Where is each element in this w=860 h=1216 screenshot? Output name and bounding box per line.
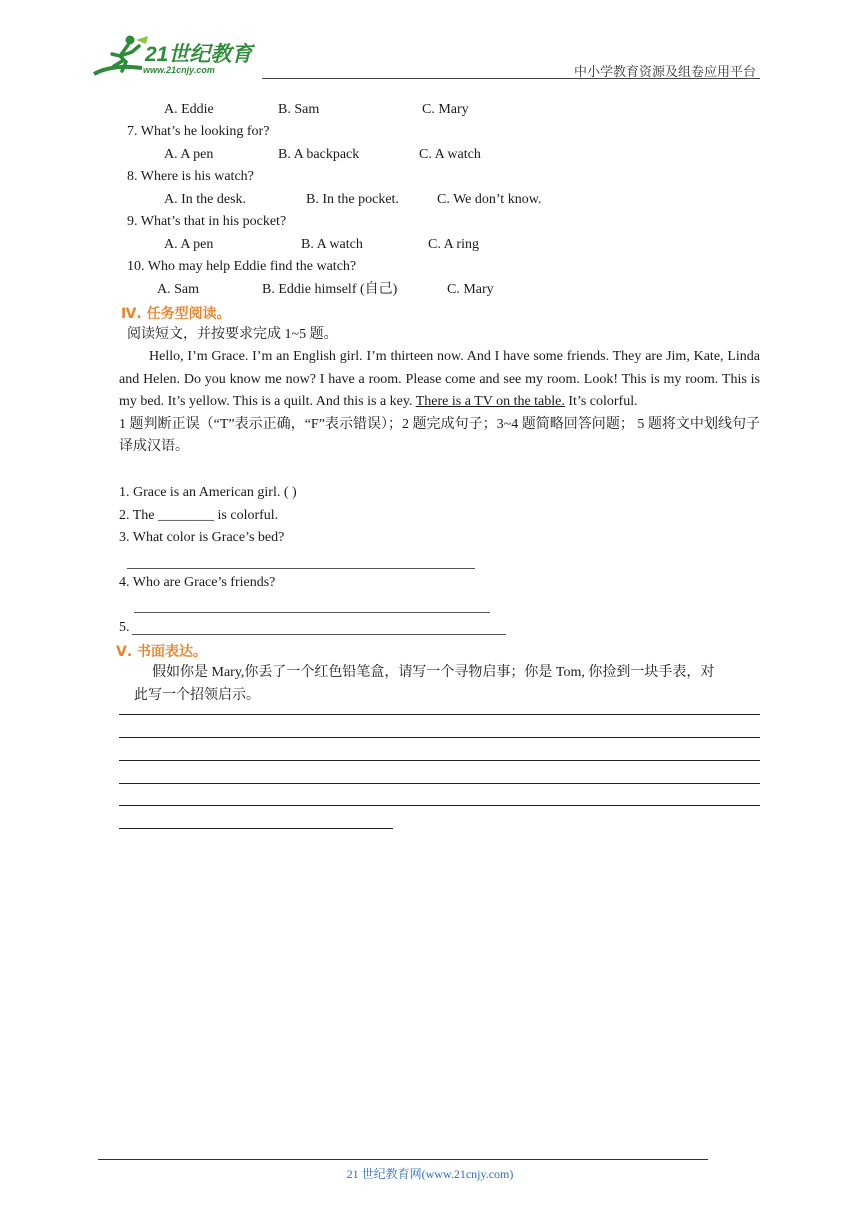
task-q5: 5.	[119, 620, 130, 635]
q6-option-a: A. Eddie	[164, 102, 214, 117]
writing-line-5	[119, 805, 760, 806]
q9-option-c: C. A ring	[428, 237, 479, 252]
q10-question: 10. Who may help Eddie find the watch?	[127, 259, 357, 274]
passage-text: Hello, I’m Grace. I’m an English girl. I’m thirteen now. And I have some friends. They are Jim, Kate, Linda and Helen. Do you know me now? I have a room. Please come and see my room. Look! This is my room. This is my bed. It’s yellow. This is a quilt. And this is a key.	[119, 349, 760, 410]
q10-option-b: B. Eddie himself (自己)	[262, 282, 398, 297]
q6-option-b: B. Sam	[278, 102, 320, 117]
q9-question: 9. What’s that in his pocket?	[127, 214, 287, 229]
footer-text: 21 世纪教育网(www.21cnjy.com)	[346, 1167, 514, 1181]
writing-line-6	[119, 828, 393, 829]
footer-divider	[98, 1159, 708, 1160]
reading-passage	[119, 346, 760, 459]
q7-option-c: C. A watch	[419, 147, 481, 162]
answer-line-q4	[134, 612, 490, 613]
q8-question: 8. Where is his watch?	[127, 169, 254, 184]
q9-option-b: B. A watch	[301, 237, 363, 252]
passage-underlined-sentence: There is a TV on the table.	[415, 394, 565, 410]
task-q3: 3. What color is Grace’s bed?	[119, 530, 285, 545]
passage-text-end: It’s colorful.	[564, 394, 638, 410]
answer-line-q5	[132, 634, 506, 635]
q8-option-a: A. In the desk.	[164, 192, 247, 207]
q10-option-c: C. Mary	[447, 282, 494, 297]
q7-question: 7. What’s he looking for?	[127, 124, 270, 139]
task-q1: 1. Grace is an American girl. ( )	[119, 485, 297, 500]
answer-line-q3	[127, 568, 475, 569]
q8-option-c: C. We don’t know.	[437, 192, 542, 207]
logo-url: www.21cnjy.com	[143, 65, 215, 75]
header-divider	[262, 78, 760, 79]
writing-prompt-line-2: 此写一个招领启示。	[134, 688, 260, 703]
task-q2: 2. The ________ is colorful.	[119, 508, 279, 523]
task-q4: 4. Who are Grace’s friends?	[119, 575, 276, 590]
writing-line-1	[119, 714, 760, 715]
section-4-instruction: 阅读短文，并按要求完成 1~5 题。	[127, 327, 338, 342]
q9-option-a: A. A pen	[164, 237, 214, 252]
q10-option-a: A. Sam	[157, 282, 199, 297]
writing-prompt-line-1: 假如你是 Mary,你丢了一个红色铅笔盒，请写一个寻物启事；你是 Tom, 你捡到一块手表，对	[152, 665, 715, 680]
header-platform-text: 中小学教育资源及组卷应用平台	[574, 64, 757, 79]
section-5-title: Ⅴ. 书面表达。	[116, 644, 208, 660]
q7-option-a: A. A pen	[164, 147, 214, 162]
task-note: 1 题判断正误（“T”表示正确，“F”表示错误）；2 题完成句子；3~4 题简略回答问题； 5 题将文中划线句子译成汉语。	[119, 416, 760, 455]
writing-line-2	[119, 737, 760, 738]
q7-option-b: B. A backpack	[278, 147, 360, 162]
logo-text: 21世纪教育	[145, 43, 253, 66]
writing-line-3	[119, 760, 760, 761]
section-4-title: Ⅳ. 任务型阅读。	[121, 306, 231, 322]
writing-line-4	[119, 783, 760, 784]
q8-option-b: B. In the pocket.	[306, 192, 399, 207]
q6-option-c: C. Mary	[422, 102, 469, 117]
